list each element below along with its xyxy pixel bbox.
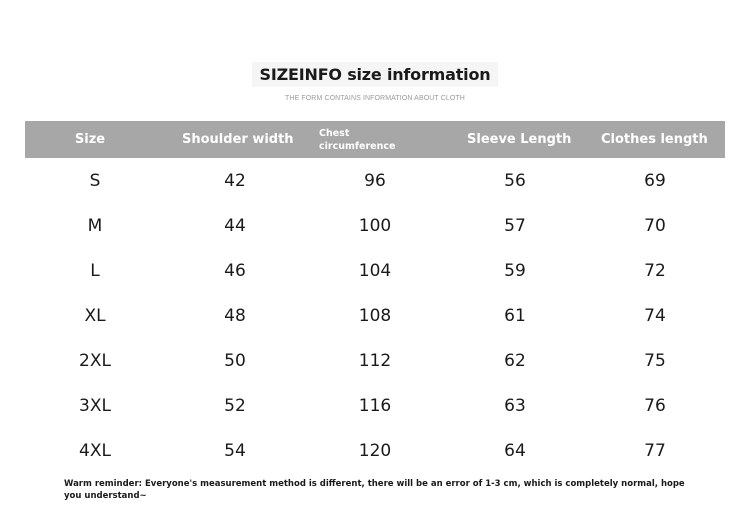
cell-sleeve-length: 64 bbox=[504, 440, 526, 461]
cell-sleeve-length: 59 bbox=[504, 260, 526, 281]
header-chest-circumference: Chest circumference bbox=[319, 127, 396, 152]
header-size: Size bbox=[74, 132, 106, 147]
cell-size: 4XL bbox=[79, 440, 111, 461]
cell-sleeve-length: 56 bbox=[504, 170, 526, 191]
header-sleeve-length: Sleeve Length bbox=[467, 132, 572, 147]
cell-size: 3XL bbox=[79, 395, 111, 416]
cell-shoulder-width: 54 bbox=[224, 440, 246, 461]
cell-chest: 116 bbox=[358, 395, 392, 416]
size-table-body bbox=[25, 158, 725, 473]
cell-clothes-length: 75 bbox=[644, 350, 666, 371]
cell-sleeve-length: 62 bbox=[504, 350, 526, 371]
cell-chest: 112 bbox=[358, 350, 392, 371]
cell-clothes-length: 74 bbox=[644, 305, 666, 326]
cell-chest: 120 bbox=[358, 440, 392, 461]
table-header bbox=[25, 121, 725, 158]
cell-size: 2XL bbox=[79, 350, 111, 371]
table-row bbox=[25, 338, 725, 383]
table-row bbox=[25, 293, 725, 338]
table-row bbox=[25, 383, 725, 428]
cell-clothes-length: 70 bbox=[644, 215, 666, 236]
cell-clothes-length: 72 bbox=[644, 260, 666, 281]
cell-shoulder-width: 52 bbox=[224, 395, 246, 416]
cell-sleeve-length: 61 bbox=[504, 305, 526, 326]
table-row bbox=[25, 203, 725, 248]
page-subtitle: THE FORM CONTAINS INFORMATION ABOUT CLOTH bbox=[285, 95, 465, 102]
cell-size: S bbox=[89, 170, 101, 191]
cell-clothes-length: 77 bbox=[644, 440, 666, 461]
cell-chest: 96 bbox=[364, 170, 386, 191]
cell-shoulder-width: 48 bbox=[224, 305, 246, 326]
cell-clothes-length: 76 bbox=[644, 395, 666, 416]
cell-shoulder-width: 42 bbox=[224, 170, 246, 191]
header-shoulder-width: Shoulder width bbox=[182, 132, 294, 147]
cell-size: M bbox=[87, 215, 103, 236]
cell-shoulder-width: 46 bbox=[224, 260, 246, 281]
cell-chest: 100 bbox=[358, 215, 392, 236]
table-row bbox=[25, 158, 725, 203]
cell-sleeve-length: 63 bbox=[504, 395, 526, 416]
header-clothes-length: Clothes length bbox=[601, 132, 708, 147]
page-title: SIZEINFO size information bbox=[252, 62, 499, 87]
cell-chest: 108 bbox=[358, 305, 392, 326]
cell-clothes-length: 69 bbox=[644, 170, 666, 191]
title-block bbox=[0, 62, 750, 87]
cell-size: L bbox=[90, 260, 100, 281]
cell-shoulder-width: 44 bbox=[224, 215, 246, 236]
table-row bbox=[25, 248, 725, 293]
table-row bbox=[25, 428, 725, 473]
cell-size: XL bbox=[84, 305, 106, 326]
warm-reminder-note: Warm reminder: Everyone's measurement method is different, there will be an error of 1-3 cm, which is completely normal, hope you understand~ bbox=[64, 479, 685, 501]
cell-shoulder-width: 50 bbox=[224, 350, 246, 371]
cell-sleeve-length: 57 bbox=[504, 215, 526, 236]
cell-chest: 104 bbox=[358, 260, 392, 281]
